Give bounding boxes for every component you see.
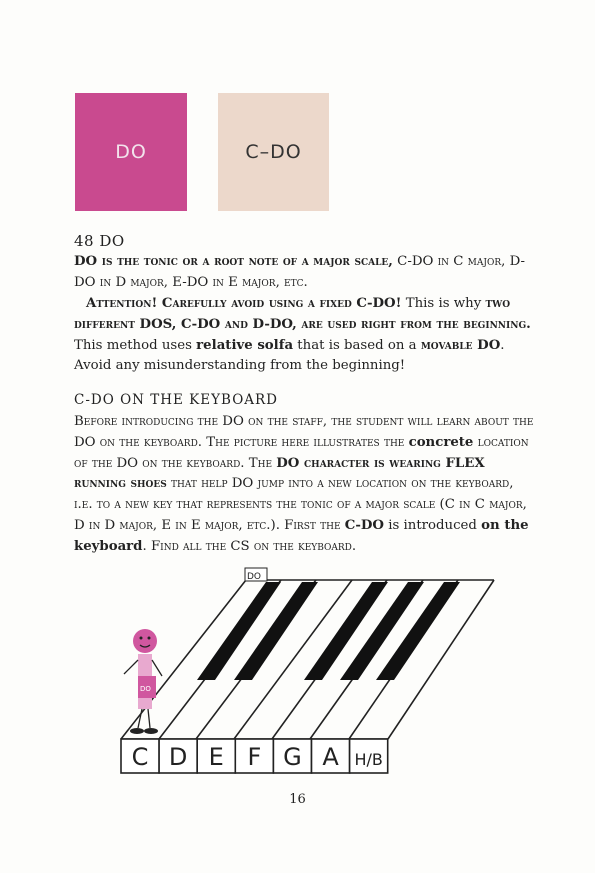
do-tag: DO <box>247 572 262 582</box>
black-keys <box>197 582 460 680</box>
do-character-shirt-label: DO <box>140 685 151 693</box>
paragraph-text: This is why <box>401 296 486 311</box>
paragraph-bold: two different DOS, C-DO and D-DO, are used right from the beginning. <box>74 296 531 332</box>
paragraph-text: C-DO in C major, D-DO in D major, E-DO in E major, etc. <box>74 254 526 290</box>
paragraph-bold: DO character is wearing FLEX running shoes <box>74 455 485 492</box>
key-letter: H/B <box>354 750 383 769</box>
section-heading-48-do: 48 DO <box>74 232 125 250</box>
paragraph-bold: Attention! Carefully avoid using a fixed C-DO! <box>86 296 402 311</box>
paragraph-text: Before introducing the DO on the staff, the student will learn about the DO on the keyboard. The picture here illustrates the <box>74 414 534 450</box>
paragraph-bold: on the keyboard <box>74 517 529 554</box>
paragraph-text: that is based on a <box>293 337 421 353</box>
page-number: 16 <box>289 792 306 807</box>
do-card-label: DO <box>115 141 147 163</box>
key-letter: E <box>208 743 224 771</box>
paragraph-bold: C-DO <box>344 517 384 533</box>
paragraph-bold: concrete <box>408 434 474 450</box>
section-heading-keyboard: C-DO ON THE KEYBOARD <box>74 392 278 408</box>
do-character <box>124 629 162 734</box>
key-letter-row <box>121 739 388 773</box>
paragraph-text: This method uses <box>74 337 197 353</box>
key-letter: F <box>247 743 262 771</box>
key-letter: A <box>322 743 339 771</box>
paragraph-text: is introduced <box>383 517 482 533</box>
key-letter: C <box>131 743 149 771</box>
paragraph-bold: movable DO <box>420 337 501 353</box>
paragraph-text: . Avoid any misunderstanding from the beginning! <box>74 337 505 374</box>
c-do-card-label: C–DO <box>245 141 302 163</box>
key-letter: G <box>283 743 302 771</box>
key-letter: D <box>168 743 188 771</box>
paragraph-text: . Find all the CS on the keyboard. <box>142 538 357 554</box>
paragraph-bold: DO is the tonic or a root note of a major scale, <box>74 254 393 269</box>
paragraph-bold: relative solfa <box>196 337 294 353</box>
paragraph-text: that help DO jump into a new location on the keyboard, i.e. to a new key that represents the tonic of a major scale (C in C major, D in D major, E in E major, etc.). First the <box>74 476 527 533</box>
paragraph-text: location of the DO on the keyboard. The <box>74 434 529 471</box>
